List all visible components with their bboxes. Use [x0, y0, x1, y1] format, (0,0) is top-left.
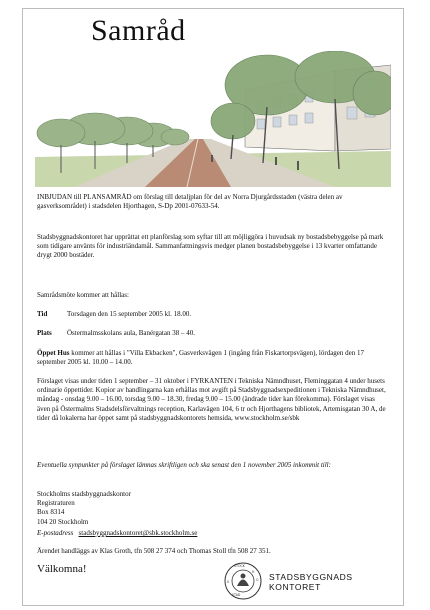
oppet-hus-paragraph [37, 349, 389, 367]
svg-text:S: S [227, 580, 230, 584]
forslaget-part2: i Tekniska Nämndhuset, Fleminggatan 4 under husets ordinarie öppettider. Kopior av handlingarna kan erhållas mot avgift på Stadsbyggnadsexpeditionen i Tekniska Nämndhuset, måndag - onsdag 9.00 – 16.00, torsdag 9.00 – 18.30, fredag 9.00 – 15.00 (ändrade tider kan förekomma). Förslaget visas även på Östermalms Stadsdelsförvaltnings reception, Karlavägen 104, 6 tr och Hjorthagens bibliotek, Artemisgatan 30 A, de tider då lokalerna har öppet samt på stadsbyggnadskontorets hemsida, www.stockholm.se/sbk [37, 377, 386, 422]
plats-value: Östermalmsskolans aula, Banérgatan 38 – 40. [67, 329, 195, 337]
meeting-intro: Samrådsmöte kommer att hållas: [37, 291, 129, 299]
email-link[interactable]: stadsbyggnadskontoret@sbk.stockholm.se [78, 529, 198, 537]
logo-line-1: STADSBYGGNADS [269, 572, 353, 582]
stockholm-seal-logo [223, 561, 263, 601]
address-block [37, 490, 389, 527]
email-label: E-postadress [37, 529, 74, 537]
welcome-text: Välkomna! [37, 563, 87, 575]
page-title: Samråd [91, 14, 186, 47]
synpunkter-paragraph: Eventuella synpunkter på förslaget lämnas skriftligen och ska senast den 1 november 2005 inkommit till: [37, 461, 331, 469]
invitation-text: om förslag till detaljplan för del av Norra Djurgårdsstaden (västra delen av gasverksområdet) i stadsdelen Hjorthagen, S-Dp 2001-07633-54. [37, 193, 343, 211]
tid-label: Tid [37, 310, 48, 318]
invitation-lead: INBJUDAN till PLANSAMRÅD [37, 193, 132, 201]
svg-text:O: O [256, 578, 259, 582]
address-line: Registraturen [37, 499, 75, 508]
plats-label: Plats [37, 329, 52, 337]
invitation-paragraph [37, 193, 389, 211]
svg-text:STAD: STAD [232, 593, 241, 597]
address-line: Box 8314 [37, 508, 65, 517]
handlaggare-paragraph: Ärendet handläggs av Klas Groth, tfn 508 27 374 och Thomas Stoll tfn 508 27 351. [37, 547, 271, 555]
forslaget-paragraph [37, 377, 389, 423]
forslaget-bold: FYRKANTEN [190, 377, 233, 385]
document-page [22, 8, 404, 606]
svg-text:H: H [252, 570, 255, 574]
street-illustration [35, 51, 391, 187]
forslaget-part1: Förslaget visas under tiden 1 september – 31 oktober i [37, 377, 191, 385]
logo-line-2: KONTORET [269, 582, 321, 592]
oppet-hus-lead: Öppet Hus [37, 349, 70, 357]
oppet-hus-text: kommer att hållas i "Villa Ekbacken", Gasverksvägen 1 (ingång från Fiskartorpsvägen), lördagen den 17 september 2005 kl. 10.00 – 14.00. [37, 349, 365, 367]
address-line: Stockholms stadsbyggnadskontor [37, 490, 131, 498]
address-line: 104 20 Stockholm [37, 517, 89, 526]
svg-text:STOCK: STOCK [234, 564, 245, 568]
tid-value: Torsdagen den 15 september 2005 kl. 18.00. [67, 310, 192, 318]
logo-text [269, 572, 353, 592]
intro-paragraph: Stadsbyggnadskontoret har upprättat ett planförslag som syftar till att möjliggöra i huvudsak ny bostadsbebyggelse på mark som tidigare använts för industriändamål. Sammanfattningsvis medger planen bostadsbebyggelse i 13 kvarter omfattande drygt 2000 bostäder. [37, 233, 384, 260]
email-row [37, 529, 389, 538]
